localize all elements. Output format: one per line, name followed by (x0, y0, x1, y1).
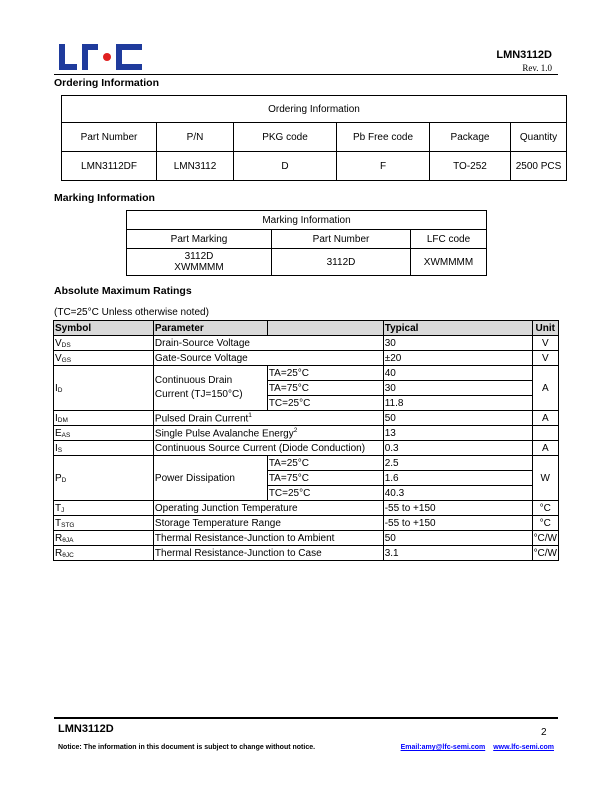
table-cell: 2500 PCS (511, 152, 567, 181)
ratings-section-title: Absolute Maximum Ratings (54, 285, 192, 297)
table-cell: 3112D (272, 249, 411, 276)
table-cell: TO-252 (430, 152, 511, 181)
header-cell: Part Number (272, 230, 411, 249)
ratings-table (53, 320, 559, 561)
table-cell: LMN3112DF (62, 152, 157, 181)
header-cell: LFC code (411, 230, 487, 249)
header-part-number: LMN3112D (496, 49, 552, 61)
header-divider (54, 74, 558, 75)
header-cell: Unit (532, 321, 558, 336)
table-row: TA=75°C 30 (54, 381, 559, 396)
table-cell: LMN3112 (157, 152, 234, 181)
marking-table-caption: Marking Information (127, 211, 487, 230)
footer-notice: Notice: The information in this document is subject to change without notice. (58, 744, 316, 751)
header-cell: Symbol (54, 321, 154, 336)
table-row: TSTG Storage Temperature Range -55 to +150 °C (54, 516, 559, 531)
ordering-table (61, 95, 567, 181)
header-cell-spacer (267, 321, 383, 336)
marking-table (126, 210, 487, 276)
table-row: IS Continuous Source Current (Diode Conduction) 0.3 A (54, 441, 559, 456)
footer-divider (54, 717, 558, 719)
table-cell: XWMMMM (411, 249, 487, 276)
header-cell: Parameter (153, 321, 267, 336)
header-cell: Quantity (511, 123, 567, 152)
header-cell: Part Marking (127, 230, 272, 249)
table-row: VGS Gate-Source Voltage ±20 V (54, 351, 559, 366)
ratings-condition: (TC=25°C Unless otherwise noted) (54, 307, 209, 318)
header-cell: P/N (157, 123, 234, 152)
header-cell: Package (430, 123, 511, 152)
table-row: TC=25°C 40.3 (54, 486, 559, 501)
table-row: EAS Single Pulse Avalanche Energy$^2$ 13 (54, 426, 559, 441)
website-link[interactable]: www.lfc-semi.com (493, 744, 554, 751)
footer-part-number: LMN3112D (58, 723, 114, 735)
table-row: ID Continuous Drain Current (TJ=150°C) TA=25°C 40 A (54, 366, 559, 381)
table-row: PD Power Dissipation TA=25°C 2.5 W (54, 456, 559, 471)
table-cell: D (234, 152, 337, 181)
table-row: TC=25°C 11.8 (54, 396, 559, 411)
marking-section-title: Marking Information (54, 192, 155, 204)
header-cell: Part Number (62, 123, 157, 152)
marking-line-2: XWMMMM (174, 262, 224, 273)
marking-line-1: 3112D (184, 251, 214, 262)
table-row: TJ Operating Junction Temperature -55 to +150 °C (54, 501, 559, 516)
email-link[interactable]: Email:amy@lfc-semi.com (400, 744, 486, 751)
table-row: RθJA Thermal Resistance-Junction to Ambient 50 °C/W (55, 532, 557, 544)
header-cell: Typical (383, 321, 532, 336)
header-revision: Rev. 1.0 (522, 63, 552, 73)
header-cell: Pb Free code (337, 123, 430, 152)
part-marking-cell (127, 249, 272, 276)
table-row: VDS Drain-Source Voltage 30 V (54, 336, 559, 351)
page-number: 2 (541, 727, 547, 738)
table-cell: F (337, 152, 430, 181)
table-row: IDM Pulsed Drain Current$^1$ 50 A (54, 411, 559, 426)
lfc-logo (58, 44, 142, 70)
ordering-table-caption: Ordering Information (62, 96, 567, 123)
table-row: TA=75°C 1.6 (54, 471, 559, 486)
ordering-section-title: Ordering Information (54, 77, 159, 89)
header-cell: PKG code (234, 123, 337, 152)
footer-links (395, 744, 554, 751)
table-row: RθJC Thermal Resistance-Junction to Case 3.1 °C/W (55, 547, 557, 559)
